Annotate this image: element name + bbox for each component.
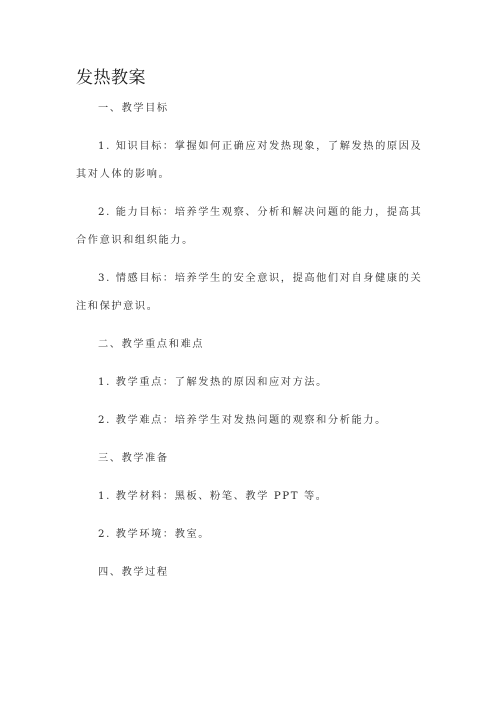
objective-emotion-line2: 注和保护意识。 [76,301,159,312]
preparation-materials-item: 1. 教学材料：黑板、粉笔、教学 PPT 等。 [98,491,328,502]
section-heading-key-points: 二、教学重点和难点 [98,339,205,350]
objective-knowledge-line1: 1. 知识目标：掌握如何正确应对发热现象，了解发热的原因及 [98,141,423,152]
section-heading-process: 四、教学过程 [98,567,169,578]
section-heading-preparation: 三、教学准备 [98,453,169,464]
objective-knowledge-line2: 其对人体的影响。 [76,169,171,180]
document-title: 发热教案 [76,68,146,88]
difficult-point-item: 2. 教学难点：培养学生对发热问题的观察和分析能力。 [98,415,387,426]
section-heading-objectives: 一、教学目标 [98,103,169,114]
preparation-environment-item: 2. 教学环境：教室。 [98,529,211,540]
objective-ability-line1: 2. 能力目标：培养学生观察、分析和解决问题的能力，提高其 [98,207,423,218]
key-point-item: 1. 教学重点：了解发热的原因和应对方法。 [98,377,328,388]
objective-emotion-line1: 3. 情感目标：培养学生的安全意识，提高他们对自身健康的关 [98,273,423,284]
objective-ability-line2: 合作意识和组织能力。 [76,235,194,246]
